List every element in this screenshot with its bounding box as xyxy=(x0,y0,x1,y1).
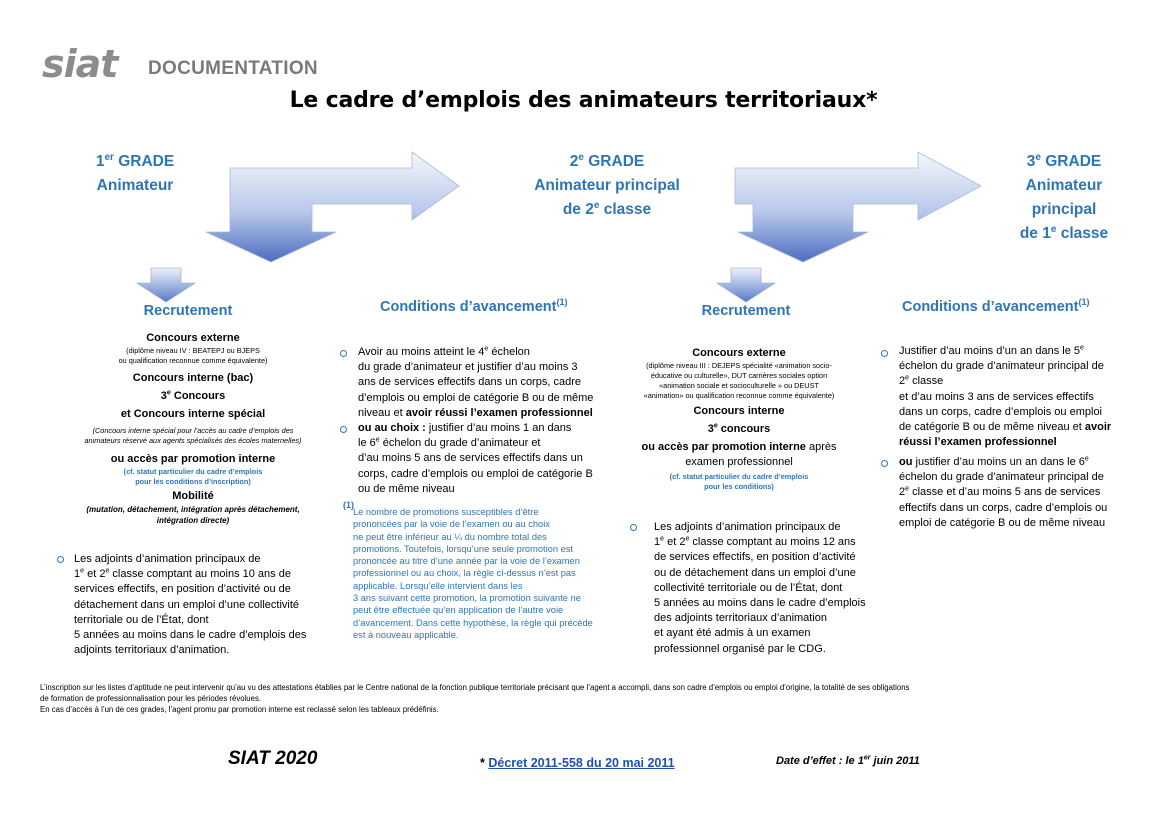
externe-detail: «animation» ou qualification reconnue comme équivalente) xyxy=(643,391,835,400)
bullet-icon xyxy=(57,556,64,563)
externe-detail: éducative ou culturelle», DUT carrières sociales option xyxy=(650,371,828,380)
footer-decret: * Décret 2011-558 du 20 mai 2011 xyxy=(480,756,675,770)
externe-detail: (diplôme niveau IV : BEATEPJ ou BJEPS xyxy=(126,346,260,355)
col2-condition-2: ou au choix : justifier d’au moins 1 an dans le 6e échelon du grade d’animateur et d’au moins 5 ans de services effectifs dans un corps, cadre d’emplois ou emploi de catégorie B ou de même niveau xyxy=(358,422,593,495)
footer-siat: SIAT 2020 xyxy=(228,748,318,769)
col4-condition-2: ou justifier d’au moins un an dans le 6e échelon du grade d’animateur principal de 2e classe et d’au moins 5 ans de services effectifs dans un corps, cadre d’emplois ou emploi de catégorie B ou de même niveau xyxy=(899,455,1108,529)
page-title: Le cadre d’emplois des animateurs territoriaux* xyxy=(289,88,878,113)
externe-detail: ou qualification reconnue comme équivalente) xyxy=(118,356,268,365)
bullet-icon xyxy=(881,350,888,357)
mobilite-detail: intégration directe) xyxy=(156,516,230,525)
logo-text: DOCUMENTATION xyxy=(148,58,318,79)
recrutement-grade-3 xyxy=(624,346,854,492)
bullet-icon xyxy=(340,426,347,433)
special-detail: (Concours interne spécial pour l’accès au cadre d’emplois des xyxy=(92,426,294,435)
note-marker: (1) xyxy=(343,500,354,510)
grade-1: 1er GRADE Animateur xyxy=(95,151,175,194)
arrow-down-recrutement-1 xyxy=(137,268,195,302)
grade-2: 2e GRADE Animateur principal de 2e classe xyxy=(534,151,680,218)
promotion-interne: ou accès par promotion interne après xyxy=(641,441,837,453)
col4-condition-1: Justifier d’au moins d’un an dans le 5e échelon du grade d’animateur principal de 2e classe et d’au moins 3 ans de services effectifs dans un corps, cadre d’emplois ou emploi de catégorie B ou de même niveau et avoir réussi l’examen professionnel xyxy=(899,344,1112,449)
logo-mark: siat xyxy=(42,42,118,86)
examen-professionnel: examen professionnel xyxy=(685,456,793,468)
promotion-note: pour les conditions) xyxy=(704,482,774,491)
footnote xyxy=(40,682,1128,715)
heading-recrutement-1: Recrutement xyxy=(143,303,233,319)
bullet-icon xyxy=(630,524,637,531)
arrow-down-recrutement-2 xyxy=(717,268,775,302)
col2-condition-1: Avoir au moins atteint le 4e échelon du grade d’animateur et justifier d’au moins 3 ans de services effectifs dans un corps, cadre d’emplois ou emploi de catégorie B ou de même niveau et avoir réussi l’examen professionnel xyxy=(358,345,594,419)
col3-bullet-text: Les adjoints d’animation principaux de 1e et 2e classe comptant au moins 12 ans de services effectifs, en position d’activité ou de détachement dans un emploi d’une collectivité territoriale ou de l’État, dont 5 années au moins dans le cadre d’emplois des adjoints territoriaux d’animation et ayant été admis à un examen professionnel organisé par le CDG. xyxy=(654,521,866,655)
concours-externe: Concours externe xyxy=(146,332,240,344)
footnote-line: L’inscription sur les listes d’aptitude ne peut intervenir qu’au vu des attestations établies par le Centre national de la fonction publique territoriale précisant que l’agent a accompli, dans son cadre d’emplois ou emploi d’origine, la totalité de ses obligations xyxy=(40,683,910,692)
footer-date: Date d’effet : le 1er juin 2011 xyxy=(776,754,920,767)
heading-conditions-1: Conditions d’avancement$^{(1)}$ xyxy=(380,297,568,315)
mobilite-detail: (mutation, détachement, intégration après détachement, xyxy=(86,505,300,514)
promotion-note: (cf. statut particulier du cadre d’emplois xyxy=(123,467,263,476)
bullet-icon xyxy=(881,460,888,467)
promotion-note: (cf. statut particulier du cadre d’emplois xyxy=(669,472,809,481)
footnote-line: En cas d’accès à l’un de ces grades, l’agent promu par promotion interne est reclassé selon les tableaux prédéfinis. xyxy=(40,705,439,714)
grade-3: 3e GRADE Animateur principal de 1e classe xyxy=(1019,151,1109,242)
externe-detail: «animation sociale et socioculturelle » ou DEUST xyxy=(659,381,819,390)
externe-detail: (diplôme niveau III : DEJEPS spécialité «animation socio- xyxy=(646,361,832,370)
concours-interne: Concours interne xyxy=(693,405,785,417)
troisieme-concours: 3e Concours xyxy=(160,389,226,402)
promotion-note: pour les conditions d’inscription) xyxy=(135,477,251,486)
arrow-1-to-2 xyxy=(206,152,459,262)
troisieme-concours: 3e concours xyxy=(707,422,771,435)
heading-recrutement-2: Recrutement xyxy=(701,303,791,319)
col2-note: Le nombre de promotions susceptibles d’être prononcées par la voie de l’examen ou au choix ne peut être inférieur au ¼ du nombre total des promotions. Toutefois, lorsqu’une seule promotion est prononcée au titre d’une année par la voie de l’examen professionnel ou au choix, la règle ci-dessus n’est pas applicable. Lorsqu’elle intervient dans les 3 ans suivant cette promotion, la promotion suivante ne peut être effectuée qu’en application de l’autre voie d’avancement. Dans cette hypothèse, la règle qui précède est à nouveau applicable. xyxy=(353,507,593,640)
col1-bullet-text: Les adjoints d’animation principaux de 1e et 2e classe comptant au moins 10 ans de services effectifs, en position d’activité ou de détachement dans un emploi d’une collectivité territoriale ou de l’État, dont 5 années au moins dans le cadre d’emplois des adjoints territoriaux d’animation. xyxy=(74,553,307,657)
special-detail: animateurs réservé aux agents spécialisés des écoles maternelles) xyxy=(84,436,302,445)
arrow-2-to-3 xyxy=(735,152,981,262)
mobilite: Mobilité xyxy=(172,490,214,502)
concours-interne: Concours interne (bac) xyxy=(132,372,254,384)
decret-link[interactable]: Décret 2011-558 du 20 mai 2011 xyxy=(488,756,675,770)
recrutement-grade-1 xyxy=(58,331,328,526)
heading-conditions-2: Conditions d’avancement$^{(1)}$ xyxy=(902,297,1090,315)
concours-externe: Concours externe xyxy=(692,347,786,359)
promotion-interne: ou accès par promotion interne xyxy=(110,453,276,465)
concours-interne-special: et Concours interne spécial xyxy=(120,408,266,420)
footnote-line: de formation de professionnalisation pour les périodes révolues. xyxy=(40,694,262,703)
bullet-icon xyxy=(340,350,347,357)
